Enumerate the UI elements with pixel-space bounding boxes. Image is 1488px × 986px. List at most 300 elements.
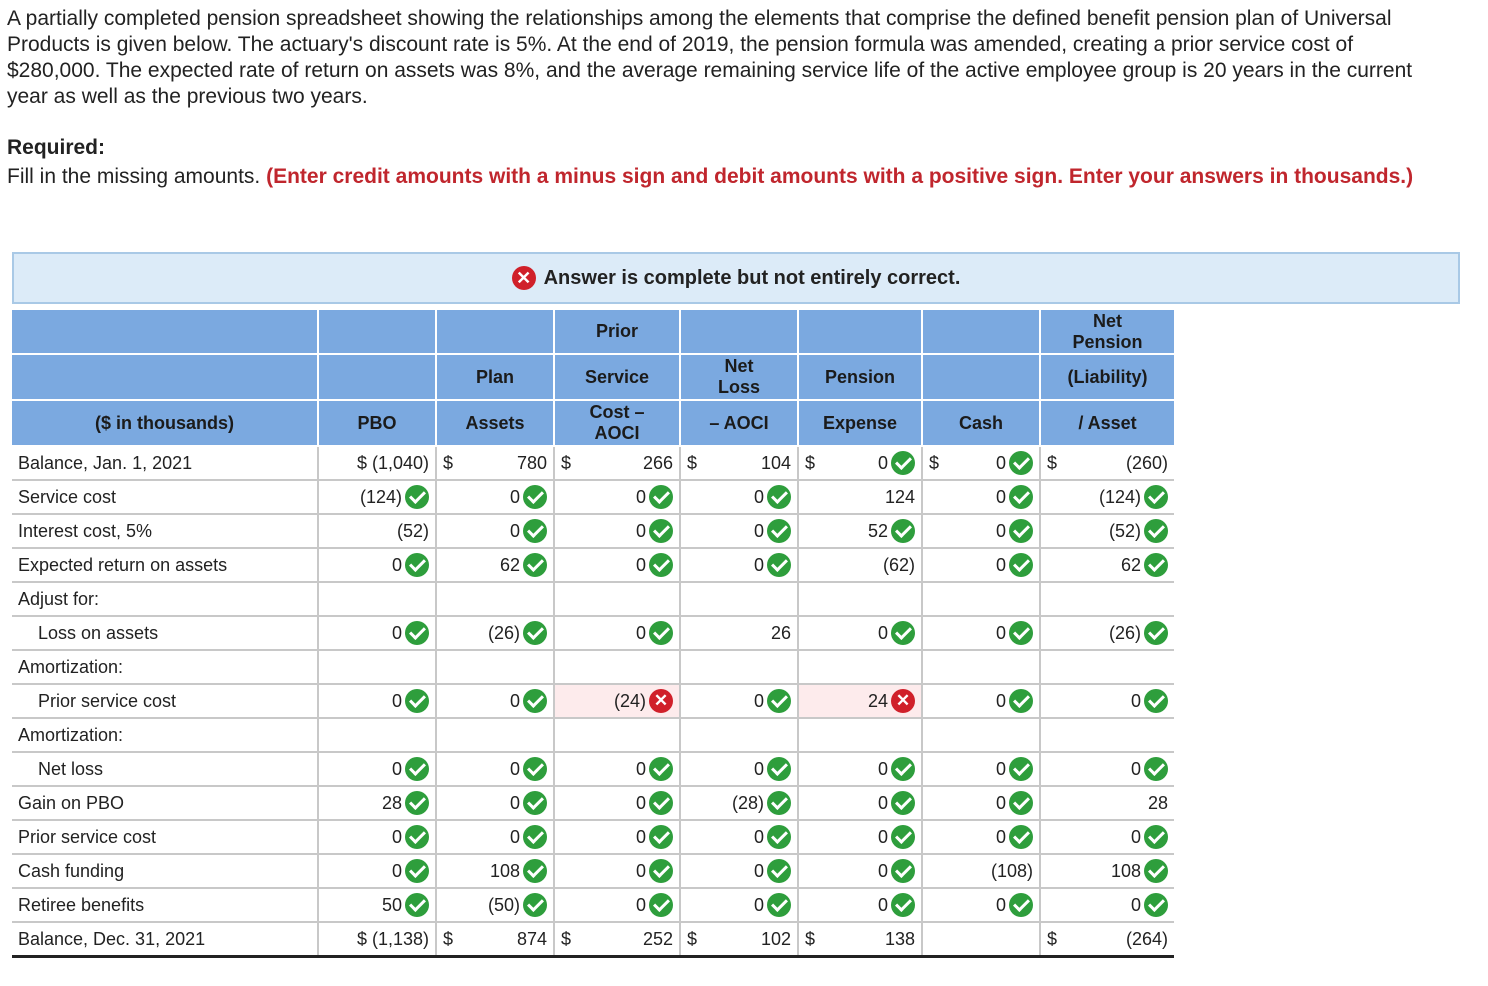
cell-pension-expense[interactable] [798, 684, 922, 718]
check-icon [1144, 825, 1168, 849]
cell-cash[interactable] [922, 684, 1040, 718]
cell-value: 0 [391, 622, 402, 643]
cell-net-loss[interactable] [680, 786, 798, 820]
cell-value: 0 [753, 486, 764, 507]
check-icon [1009, 689, 1033, 713]
header-cell [436, 310, 554, 354]
cell-cash[interactable] [922, 786, 1040, 820]
cell-value: 0 [753, 826, 764, 847]
check-icon [405, 485, 429, 509]
check-icon [523, 757, 547, 781]
cell-net-pension[interactable] [1040, 480, 1174, 514]
cell-plan-assets[interactable] [436, 514, 554, 548]
cell-net-loss[interactable] [680, 888, 798, 922]
row-label: Amortization: [12, 718, 318, 752]
cell-plan-assets[interactable] [436, 922, 554, 957]
check-icon [1144, 757, 1168, 781]
cell-cash[interactable] [922, 854, 1040, 888]
cell-pbo[interactable] [318, 752, 436, 786]
cell-cash [922, 582, 1040, 616]
cell-value: 252 [642, 928, 673, 949]
dollar-sign: $ [443, 452, 454, 473]
check-icon [405, 859, 429, 883]
check-icon [649, 859, 673, 883]
incorrect-icon: ✕ [512, 266, 536, 290]
cell-value: 874 [516, 928, 547, 949]
cell-value: 0 [509, 758, 520, 779]
cell-plan-assets[interactable] [436, 616, 554, 650]
header-net-pension-3: / Asset [1040, 400, 1174, 446]
cell-net-loss[interactable] [680, 922, 798, 957]
header-net-loss-1: Net Loss [680, 354, 798, 400]
required-text: Fill in the missing amounts. [7, 165, 261, 188]
check-icon [649, 485, 673, 509]
dollar-sign: $ [1047, 928, 1058, 949]
cell-value: 0 [1130, 690, 1141, 711]
cell-value: 52 [867, 520, 888, 541]
table-row [12, 514, 1174, 548]
cell-value: (50) [487, 894, 520, 915]
header-pension-expense-1: Pension [798, 354, 922, 400]
table-row [12, 548, 1174, 582]
incorrect-icon: ✕ [891, 689, 915, 713]
check-icon [523, 689, 547, 713]
cell-cash[interactable] [922, 514, 1040, 548]
header-cash: Cash [922, 400, 1040, 446]
header-psc-3: Cost – AOCI [554, 400, 680, 446]
cell-net-loss [680, 582, 798, 616]
cell-value: 108 [1110, 860, 1141, 881]
check-icon [1144, 553, 1168, 577]
cell-value: 0 [877, 622, 888, 643]
cell-plan-assets[interactable] [436, 888, 554, 922]
check-icon [767, 553, 791, 577]
check-icon [1009, 553, 1033, 577]
cell-value: $ (1,138) [356, 928, 429, 949]
cell-value: 28 [1147, 792, 1168, 813]
cell-value: (124) [1098, 486, 1141, 507]
cell-value: (26) [487, 622, 520, 643]
cell-net-loss[interactable] [680, 548, 798, 582]
table-row [12, 820, 1174, 854]
cell-prior-service-cost[interactable] [554, 854, 680, 888]
check-icon [891, 893, 915, 917]
cell-pension-expense[interactable] [798, 854, 922, 888]
header-pbo: PBO [318, 400, 436, 446]
check-icon [523, 893, 547, 917]
row-label: Net loss [12, 752, 318, 786]
check-icon [405, 791, 429, 815]
cell-value: 0 [391, 690, 402, 711]
required-instructions [7, 163, 1447, 191]
cell-pension-expense[interactable] [798, 820, 922, 854]
row-label: Cash funding [12, 854, 318, 888]
cell-plan-assets[interactable] [436, 786, 554, 820]
check-icon [523, 519, 547, 543]
cell-pbo[interactable] [318, 446, 436, 480]
cell-pension-expense[interactable] [798, 786, 922, 820]
cell-pension-expense[interactable] [798, 922, 922, 957]
cell-plan-assets[interactable] [436, 820, 554, 854]
check-icon [1144, 621, 1168, 645]
cell-pbo[interactable] [318, 616, 436, 650]
cell-value: 0 [509, 520, 520, 541]
cell-value: (26) [1108, 622, 1141, 643]
row-label: Gain on PBO [12, 786, 318, 820]
cell-value: 0 [995, 894, 1006, 915]
cell-value: (264) [1125, 928, 1168, 949]
cell-net-pension[interactable] [1040, 616, 1174, 650]
cell-cash[interactable] [922, 820, 1040, 854]
check-icon [1009, 451, 1033, 475]
cell-pbo[interactable] [318, 888, 436, 922]
cell-value: 0 [509, 690, 520, 711]
cell-net-loss[interactable] [680, 514, 798, 548]
cell-value: 0 [1130, 826, 1141, 847]
table-row [12, 446, 1174, 480]
table-row [12, 786, 1174, 820]
cell-value: 0 [635, 894, 646, 915]
cell-pbo[interactable] [318, 922, 436, 957]
check-icon [1144, 519, 1168, 543]
cell-plan-assets[interactable] [436, 446, 554, 480]
cell-pension-expense[interactable] [798, 446, 922, 480]
check-icon [891, 621, 915, 645]
cell-prior-service-cost[interactable] [554, 616, 680, 650]
check-icon [1009, 621, 1033, 645]
check-icon [767, 859, 791, 883]
check-icon [767, 825, 791, 849]
check-icon [649, 757, 673, 781]
check-icon [767, 689, 791, 713]
cell-net-pension[interactable] [1040, 820, 1174, 854]
header-plan-assets-1: Plan [436, 354, 554, 400]
table-row [12, 888, 1174, 922]
cell-value: 0 [877, 894, 888, 915]
header-cell [922, 310, 1040, 354]
cell-prior-service-cost[interactable] [554, 752, 680, 786]
cell-plan-assets[interactable] [436, 684, 554, 718]
cell-value: 0 [509, 486, 520, 507]
cell-prior-service-cost[interactable] [554, 684, 680, 718]
cell-plan-assets [436, 718, 554, 752]
cell-net-pension[interactable] [1040, 684, 1174, 718]
cell-value: 0 [877, 860, 888, 881]
result-banner [12, 252, 1460, 304]
cell-value: 266 [642, 452, 673, 473]
cell-net-pension[interactable] [1040, 752, 1174, 786]
cell-plan-assets[interactable] [436, 548, 554, 582]
table-row [12, 752, 1174, 786]
cell-prior-service-cost[interactable] [554, 514, 680, 548]
table-row [12, 616, 1174, 650]
cell-net-pension[interactable] [1040, 548, 1174, 582]
cell-cash[interactable] [922, 548, 1040, 582]
cell-pbo[interactable] [318, 548, 436, 582]
check-icon [405, 825, 429, 849]
header-cell [318, 310, 436, 354]
cell-value: (108) [990, 860, 1033, 881]
cell-pbo [318, 718, 436, 752]
check-icon [523, 485, 547, 509]
cell-net-pension[interactable] [1040, 854, 1174, 888]
cell-value: 0 [753, 690, 764, 711]
cell-value: 0 [877, 758, 888, 779]
cell-value: 0 [753, 520, 764, 541]
cell-value: 0 [995, 520, 1006, 541]
table-row [12, 922, 1174, 957]
check-icon [767, 757, 791, 781]
table-row [12, 718, 1174, 752]
cell-cash[interactable] [922, 446, 1040, 480]
check-icon [1144, 689, 1168, 713]
table-row [12, 650, 1174, 684]
cell-value: 104 [760, 452, 791, 473]
check-icon [523, 553, 547, 577]
result-banner-text: Answer is complete but not entirely correct. [543, 266, 961, 289]
cell-pbo[interactable] [318, 854, 436, 888]
dollar-sign: $ [443, 928, 454, 949]
cell-net-loss[interactable] [680, 616, 798, 650]
check-icon [649, 825, 673, 849]
row-label: Balance, Jan. 1, 2021 [12, 446, 318, 480]
header-cell [922, 354, 1040, 400]
check-icon [1144, 893, 1168, 917]
check-icon [523, 621, 547, 645]
cell-pension-expense[interactable] [798, 752, 922, 786]
cell-pension-expense [798, 582, 922, 616]
cell-value: 0 [635, 826, 646, 847]
cell-value: 0 [753, 758, 764, 779]
row-label: Retiree benefits [12, 888, 318, 922]
cell-value: (52) [396, 520, 429, 541]
check-icon [523, 859, 547, 883]
row-label: Service cost [12, 480, 318, 514]
cell-prior-service-cost[interactable] [554, 888, 680, 922]
cell-prior-service-cost [554, 650, 680, 684]
cell-cash[interactable] [922, 616, 1040, 650]
header-cell [12, 310, 318, 354]
check-icon [1009, 757, 1033, 781]
problem-intro: A partially completed pension spreadsheet showing the relationships among the elements that comprise the defined benefit pension plan of Universal Products is given below. The actuary's discount rate is 5%. At the end of 2019, the pension formula was amended, creating a prior service cost of $280,000. The expected rate of return on assets was 8%, and the average remaining service life of the active employee group is 20 years in the current year as well as the previous two years. [7, 7, 1413, 108]
cell-net-loss [680, 650, 798, 684]
row-label: Interest cost, 5% [12, 514, 318, 548]
cell-net-loss[interactable] [680, 854, 798, 888]
cell-pension-expense [798, 650, 922, 684]
cell-prior-service-cost[interactable] [554, 548, 680, 582]
cell-value: 0 [995, 622, 1006, 643]
cell-value: 102 [760, 928, 791, 949]
cell-prior-service-cost[interactable] [554, 922, 680, 957]
check-icon [891, 519, 915, 543]
cell-plan-assets [436, 650, 554, 684]
cell-value: 0 [877, 792, 888, 813]
check-icon [891, 791, 915, 815]
cell-value: (124) [359, 486, 402, 507]
cell-cash [922, 650, 1040, 684]
cell-value: 108 [489, 860, 520, 881]
cell-plan-assets[interactable] [436, 752, 554, 786]
dollar-sign: $ [805, 928, 816, 949]
dollar-sign: $ [561, 928, 572, 949]
cell-value: 0 [635, 554, 646, 575]
row-label: Amortization: [12, 650, 318, 684]
check-icon [649, 621, 673, 645]
cell-net-loss [680, 718, 798, 752]
cell-pbo[interactable] [318, 684, 436, 718]
cell-pension-expense[interactable] [798, 480, 922, 514]
header-pension-expense-2: Expense [798, 400, 922, 446]
cell-prior-service-cost[interactable] [554, 480, 680, 514]
cell-value: (260) [1125, 452, 1168, 473]
cell-value: 28 [381, 792, 402, 813]
row-label: Prior service cost [12, 684, 318, 718]
cell-net-pension [1040, 650, 1174, 684]
cell-value: (62) [882, 554, 915, 575]
cell-net-pension[interactable] [1040, 514, 1174, 548]
cell-value: 0 [635, 622, 646, 643]
cell-value: 0 [995, 792, 1006, 813]
cell-pbo[interactable] [318, 820, 436, 854]
cell-value: 0 [995, 690, 1006, 711]
check-icon [649, 553, 673, 577]
cell-value: 0 [877, 826, 888, 847]
cell-net-pension [1040, 718, 1174, 752]
check-icon [767, 485, 791, 509]
cell-prior-service-cost[interactable] [554, 446, 680, 480]
cell-value: 0 [995, 826, 1006, 847]
check-icon [1009, 519, 1033, 543]
cell-value: 0 [509, 792, 520, 813]
cell-pension-expense[interactable] [798, 888, 922, 922]
cell-cash[interactable] [922, 480, 1040, 514]
cell-value: 0 [391, 860, 402, 881]
required-note: (Enter credit amounts with a minus sign and debit amounts with a positive sign. Enter your answers in thousands.) [266, 165, 1414, 188]
cell-value: (24) [613, 690, 646, 711]
cell-value: $ (1,040) [356, 452, 429, 473]
cell-value: 780 [516, 452, 547, 473]
cell-net-loss[interactable] [680, 684, 798, 718]
check-icon [891, 825, 915, 849]
cell-value: 50 [381, 894, 402, 915]
cell-net-pension[interactable] [1040, 922, 1174, 957]
cell-prior-service-cost[interactable] [554, 786, 680, 820]
header-cell [318, 354, 436, 400]
check-icon [649, 893, 673, 917]
cell-net-pension [1040, 582, 1174, 616]
cell-value: 0 [1130, 758, 1141, 779]
dollar-sign: $ [561, 452, 572, 473]
cell-value: 0 [635, 520, 646, 541]
row-label: Prior service cost [12, 820, 318, 854]
check-icon [523, 791, 547, 815]
cell-value: (28) [731, 792, 764, 813]
cell-pension-expense[interactable] [798, 616, 922, 650]
check-icon [1144, 859, 1168, 883]
table-row [12, 854, 1174, 888]
header-net-pension-2: (Liability) [1040, 354, 1174, 400]
cell-pbo[interactable] [318, 786, 436, 820]
cell-plan-assets [436, 582, 554, 616]
cell-value: 0 [635, 860, 646, 881]
check-icon [405, 893, 429, 917]
table-row [12, 582, 1174, 616]
check-icon [405, 689, 429, 713]
check-icon [405, 757, 429, 781]
check-icon [1009, 791, 1033, 815]
check-icon [523, 825, 547, 849]
cell-pension-expense[interactable] [798, 548, 922, 582]
cell-value: 0 [995, 554, 1006, 575]
cell-value: 0 [753, 860, 764, 881]
cell-prior-service-cost [554, 582, 680, 616]
check-icon [891, 859, 915, 883]
cell-plan-assets[interactable] [436, 480, 554, 514]
header-cell [680, 310, 798, 354]
check-icon [1009, 893, 1033, 917]
cell-pbo[interactable] [318, 514, 436, 548]
pension-worksheet [12, 310, 1174, 958]
cell-net-pension[interactable] [1040, 446, 1174, 480]
cell-value: 124 [884, 486, 915, 507]
cell-net-loss[interactable] [680, 446, 798, 480]
table-row [12, 684, 1174, 718]
check-icon [405, 621, 429, 645]
cell-pbo [318, 582, 436, 616]
cell-net-loss[interactable] [680, 480, 798, 514]
cell-pension-expense [798, 718, 922, 752]
cell-net-pension[interactable] [1040, 888, 1174, 922]
cell-value: 0 [635, 792, 646, 813]
dollar-sign: $ [687, 928, 698, 949]
cell-value: 0 [635, 758, 646, 779]
cell-value: 0 [391, 758, 402, 779]
header-cell [798, 310, 922, 354]
row-label: Expected return on assets [12, 548, 318, 582]
cell-value: (52) [1108, 520, 1141, 541]
cell-pension-expense[interactable] [798, 514, 922, 548]
check-icon [649, 791, 673, 815]
cell-cash[interactable] [922, 888, 1040, 922]
cell-cash[interactable] [922, 752, 1040, 786]
row-label: Loss on assets [12, 616, 318, 650]
cell-net-loss[interactable] [680, 820, 798, 854]
cell-value: 0 [877, 452, 888, 473]
cell-cash [922, 922, 1040, 957]
cell-net-loss[interactable] [680, 752, 798, 786]
cell-net-pension[interactable] [1040, 786, 1174, 820]
cell-value: 0 [995, 758, 1006, 779]
check-icon [649, 519, 673, 543]
cell-pbo [318, 650, 436, 684]
header-plan-assets-2: Assets [436, 400, 554, 446]
cell-value: 62 [499, 554, 520, 575]
dollar-sign: $ [929, 452, 940, 473]
check-icon [405, 553, 429, 577]
cell-value: 0 [509, 826, 520, 847]
cell-value: 0 [391, 826, 402, 847]
header-col0: ($ in thousands) [12, 400, 318, 446]
incorrect-icon: ✕ [649, 689, 673, 713]
check-icon [1009, 485, 1033, 509]
cell-prior-service-cost[interactable] [554, 820, 680, 854]
cell-plan-assets[interactable] [436, 854, 554, 888]
dollar-sign: $ [687, 452, 698, 473]
cell-value: 0 [753, 894, 764, 915]
cell-value: 0 [635, 486, 646, 507]
cell-pbo[interactable] [318, 480, 436, 514]
check-icon [891, 757, 915, 781]
